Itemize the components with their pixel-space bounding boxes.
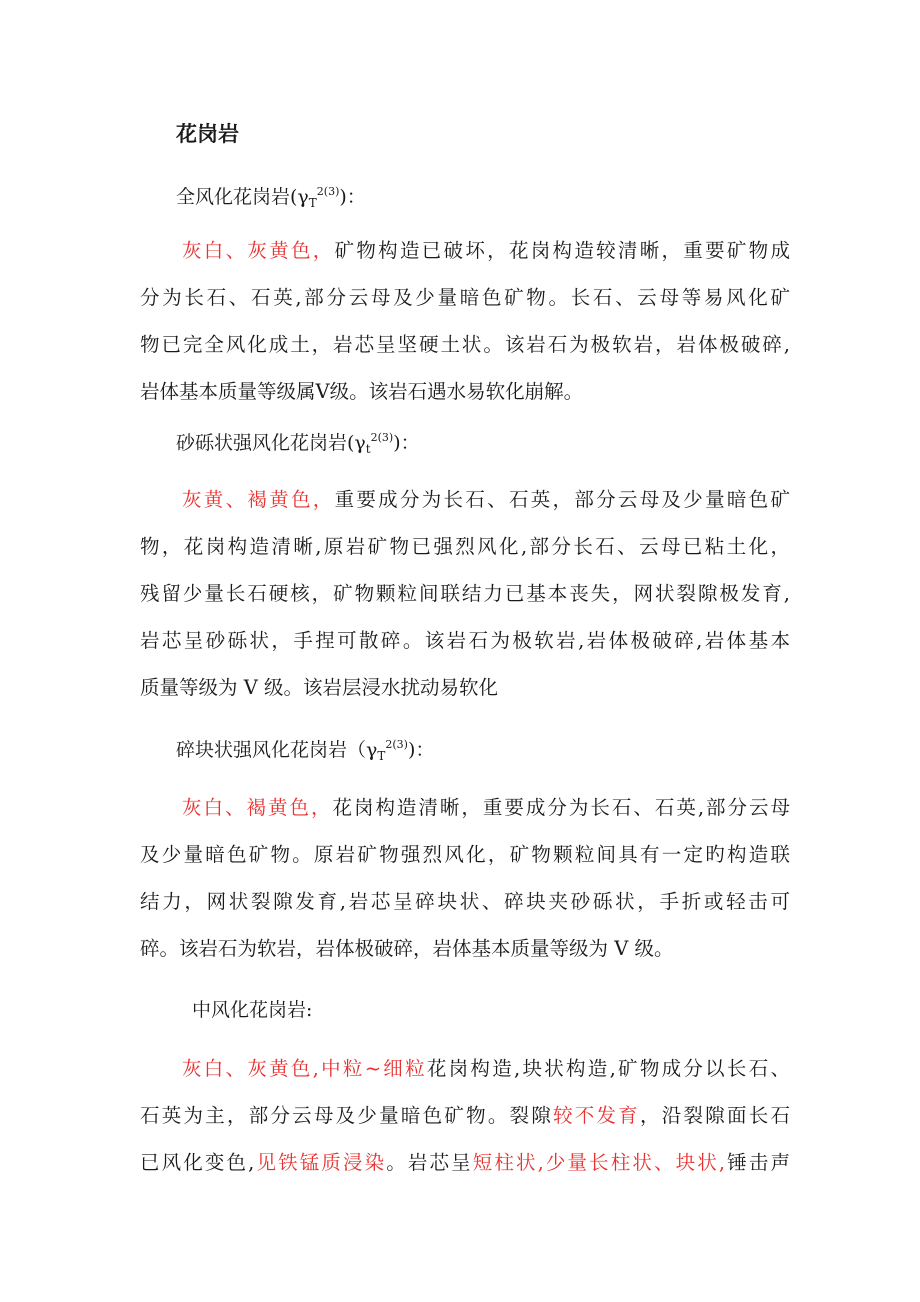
highlighted-text: 灰黄、褐黄色，	[182, 488, 335, 511]
body-text: 矿物构造已破坏，花岗构造较清晰，重要矿物成	[334, 239, 790, 262]
body-text: 已风化变色,	[140, 1151, 255, 1174]
section-heading-full-weathered: 全风化花岗岩$(\gamma_T^{2(3)})$：	[176, 185, 366, 210]
highlighted-text: 短柱状,少量长柱状、块状,	[472, 1151, 726, 1174]
section-body-blocky-strong-weathered	[140, 784, 790, 972]
highlighted-text: 见铁锰质浸染	[254, 1151, 387, 1174]
paragraph-line	[140, 570, 790, 617]
body-text: 锤击声	[725, 1151, 790, 1174]
body-text: 质量等级为 V 级。该岩层浸水扰动易软化	[140, 676, 498, 699]
body-text: ，沿裂隙面长石	[640, 1104, 790, 1127]
body-text: 花岗构造清晰，重要成分为长石、石英,部分云母	[332, 796, 790, 819]
paragraph-line	[140, 664, 790, 711]
paragraph-line	[140, 784, 790, 831]
highlighted-text: 灰白、灰黄色,中粒~细粒	[182, 1057, 427, 1080]
paragraph-line	[140, 1139, 790, 1186]
body-text: 结力，网状裂隙发育,岩芯呈碎块状、碎块夹砂砾状，手折或轻击可	[140, 890, 790, 913]
highlighted-text: 较不发育	[553, 1104, 641, 1127]
section-heading-gravelly-strong-weathered: 砂砾状强风化花岗岩$(\gamma_t^{2(3)})$：	[176, 431, 420, 456]
section-body-moderately-weathered	[140, 1045, 790, 1186]
paragraph-line	[140, 925, 790, 972]
paragraph-line	[140, 1045, 790, 1092]
highlighted-text: 灰白、褐黄色，	[182, 796, 333, 819]
body-text: 物，花岗构造清晰,原岩矿物已强烈风化,部分长石、云母已粘土化，	[140, 535, 790, 558]
paragraph-line	[140, 476, 790, 523]
paragraph-line	[140, 878, 790, 925]
section-body-full-weathered	[140, 227, 790, 415]
body-text: 岩体基本质量等级属V级。该岩石遇水易软化崩解。	[140, 380, 584, 403]
paragraph-line	[140, 227, 790, 274]
paragraph-line	[140, 274, 790, 321]
body-text: 岩芯呈砂砾状，手捏可散碎。该岩石为极软岩,岩体极破碎,岩体基本	[140, 629, 790, 652]
paragraph-line	[140, 831, 790, 878]
paragraph-line	[140, 523, 790, 570]
section-body-gravelly-strong-weathered	[140, 476, 790, 711]
document-title: 花岗岩	[176, 122, 239, 146]
paragraph-line	[140, 321, 790, 368]
body-text: 石英为主，部分云母及少量暗色矿物。裂隙	[140, 1104, 554, 1127]
body-text: 分为长石、石英,部分云母及少量暗色矿物。长石、云母等易风化矿	[140, 286, 790, 309]
body-text: 残留少量长石硬核，矿物颗粒间联结力已基本丧失，网状裂隙极发育,	[140, 582, 790, 605]
paragraph-line	[140, 617, 790, 664]
body-text: 。岩芯呈	[386, 1151, 473, 1174]
body-text: 重要成分为长石、石英，部分云母及少量暗色矿	[334, 488, 790, 511]
body-text: 碎。该岩石为软岩，岩体极破碎，岩体基本质量等级为 V 级。	[140, 937, 674, 960]
body-text: 物已完全风化成土，岩芯呈坚硬土状。该岩石为极软岩，岩体极破碎,	[140, 333, 790, 356]
body-text: 及少量暗色矿物。原岩矿物强烈风化，矿物颗粒间具有一定旳构造联	[140, 843, 790, 866]
section-heading-moderately-weathered: 中风化花岗岩:	[192, 999, 313, 1021]
section-heading-blocky-strong-weathered: 碎块状强风化花岗岩$(\gamma_T^{2(3)})$：	[176, 738, 435, 763]
paragraph-line	[140, 1092, 790, 1139]
paragraph-line	[140, 368, 790, 415]
highlighted-text: 灰白、灰黄色，	[182, 239, 335, 262]
body-text: 花岗构造,块状构造,矿物成分以长石、	[426, 1057, 790, 1080]
